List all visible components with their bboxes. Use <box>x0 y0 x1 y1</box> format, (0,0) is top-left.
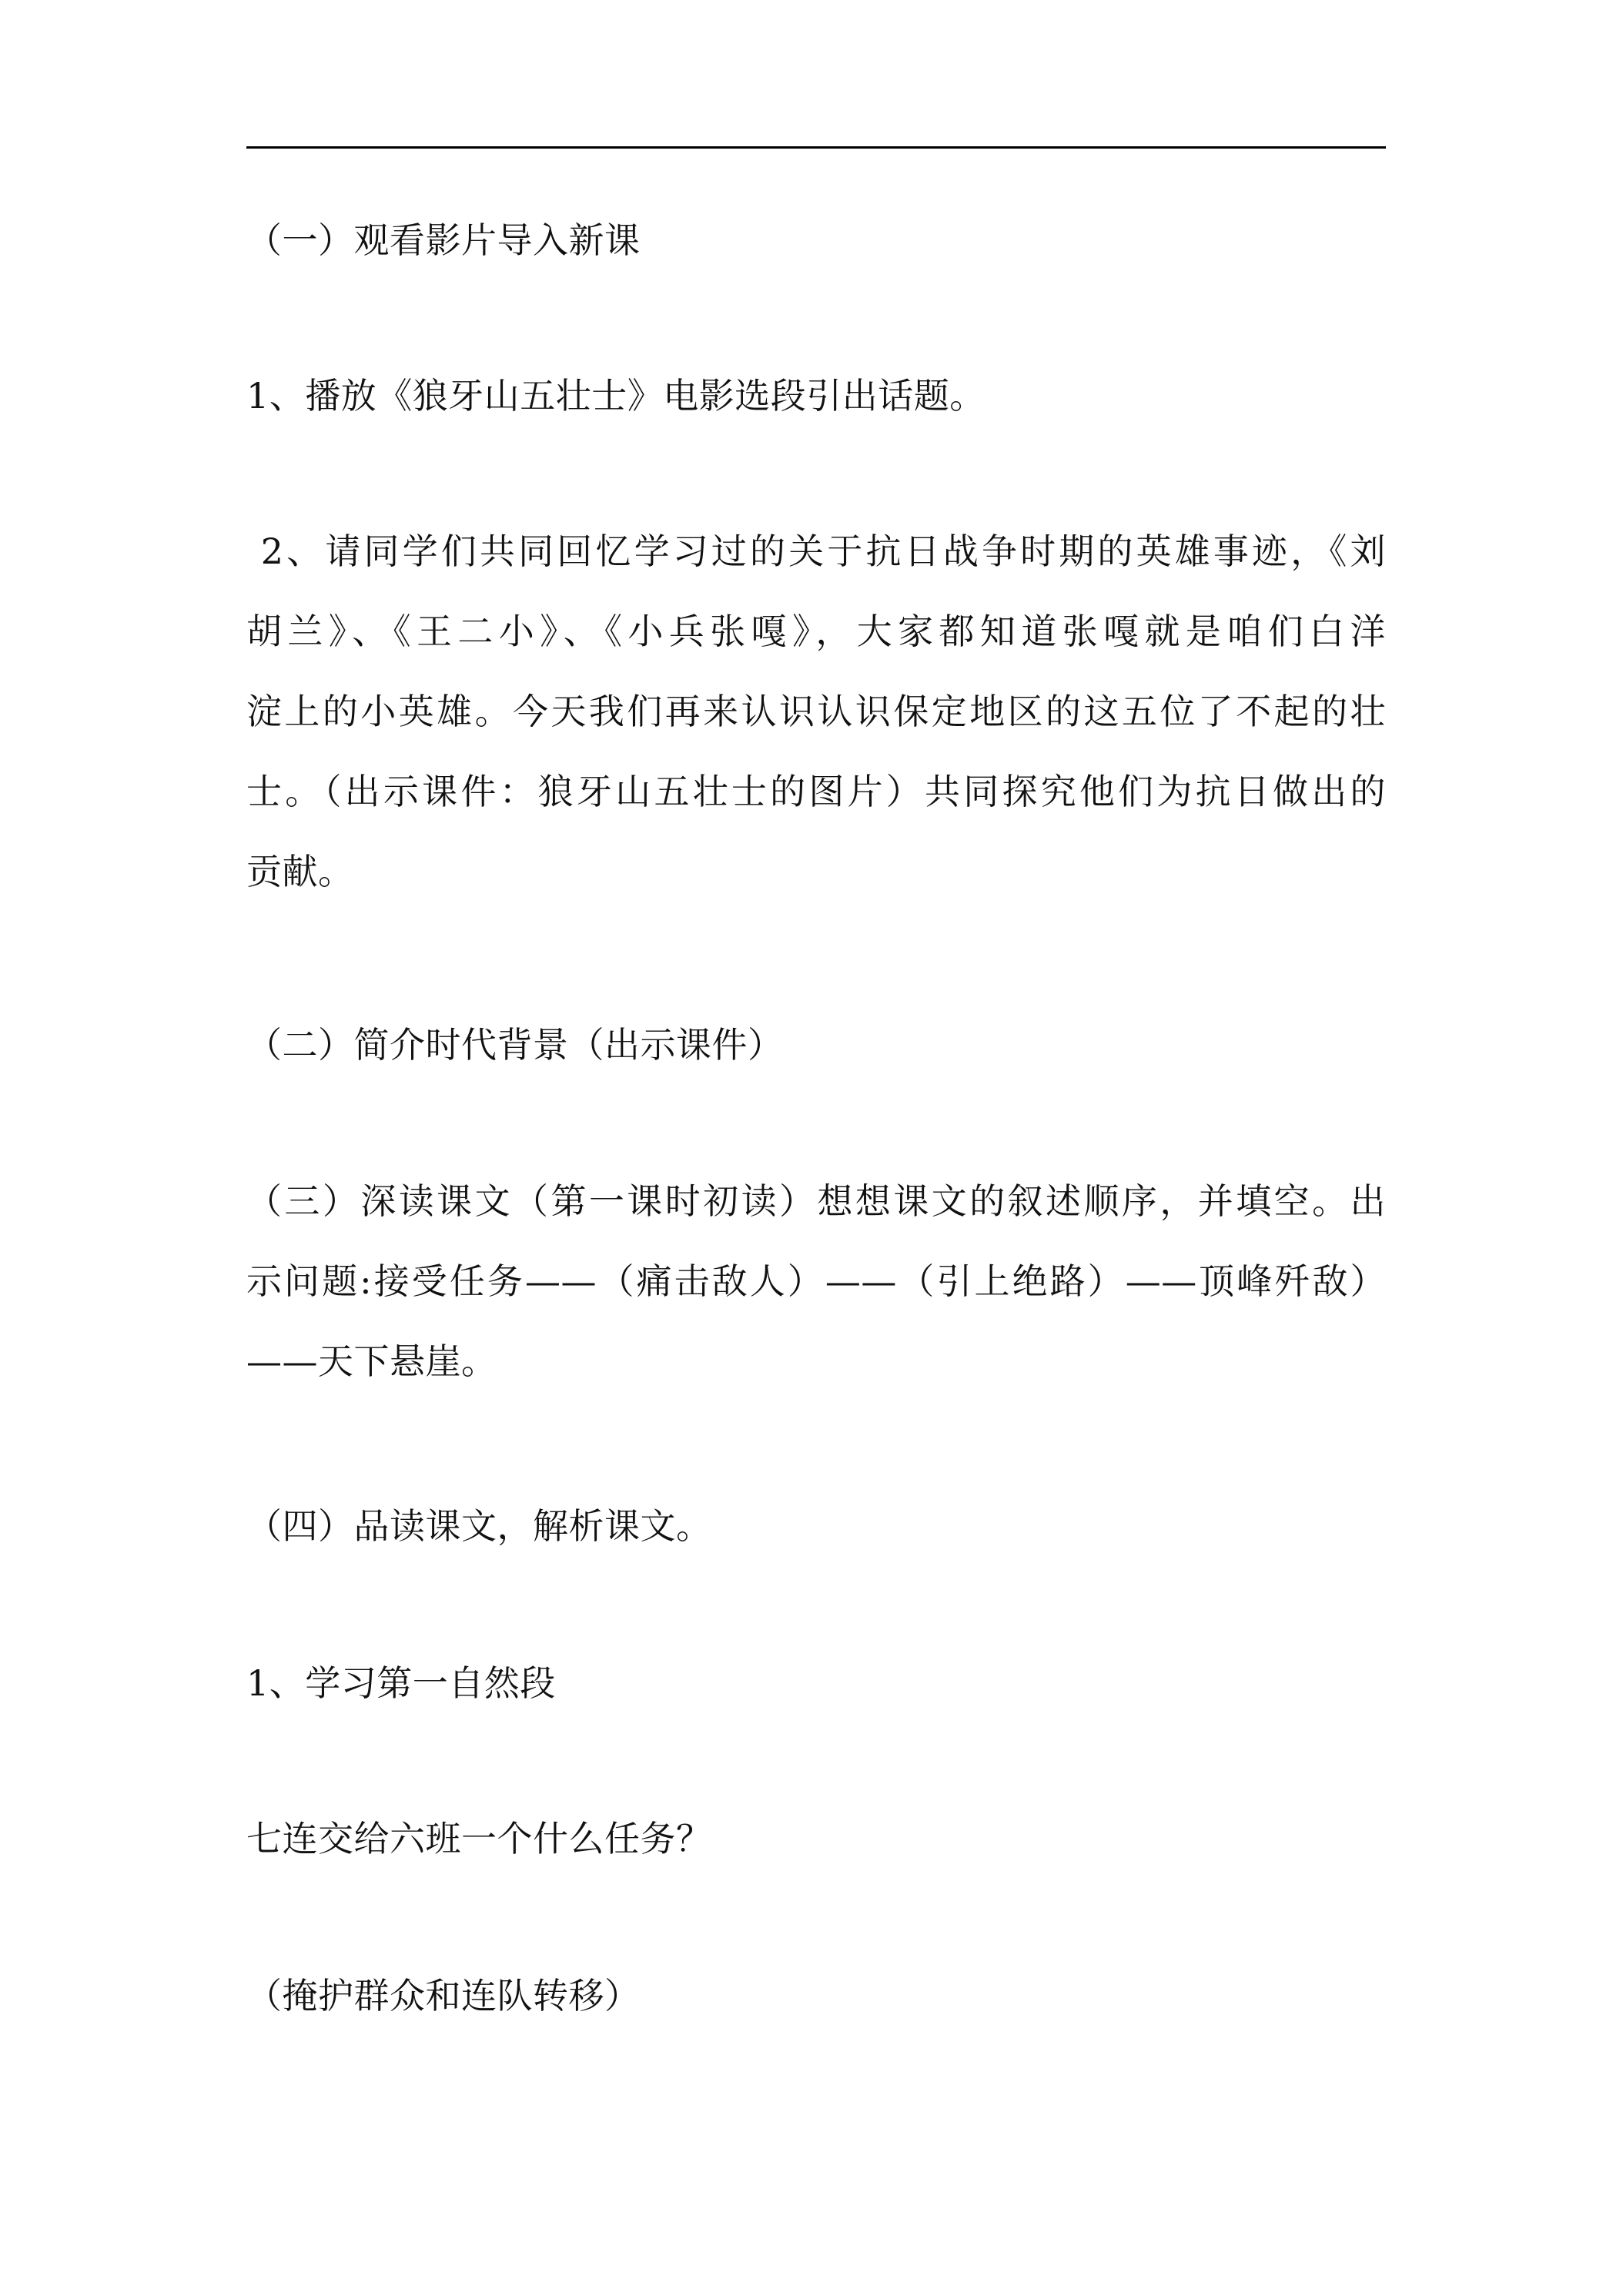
section-3-paragraph <box>246 1161 1386 1401</box>
paragraph-line: （三）深读课文（第一课时初读）想想课文的叙述顺序，并填空。出 <box>246 1180 1386 1222</box>
paragraph-line: 2、请同学们共同回忆学习过的关于抗日战争时期的英雄事迹，《刘 <box>246 530 1386 572</box>
item-1-1: 1、播放《狼牙山五壮士》电影选段引出话题。 <box>246 375 986 417</box>
paragraph-line: 示问题:接受任务——（痛击敌人）——（引上绝路）——顶峰歼敌） <box>246 1260 1386 1302</box>
paragraph-line: 士。（出示课件：狼牙山五壮士的图片）共同探究他们为抗日做出的 <box>246 771 1386 812</box>
answer-text: （掩护群众和连队转移） <box>246 1975 641 2017</box>
paragraph-line: 贡献。 <box>246 851 354 892</box>
paragraph-line: ——天下悬崖。 <box>246 1340 497 1382</box>
item-1-2-paragraph <box>246 511 1386 912</box>
paragraph-line: 淀上的小英雄。今天我们再来认识认识保定地区的这五位了不起的壮 <box>246 691 1386 732</box>
question-text: 七连交给六班一个什么任务？ <box>246 1818 712 1859</box>
section-2-heading: （二）简介时代背景（出示课件） <box>246 1024 784 1066</box>
section-1-heading: （一）观看影片导入新课 <box>246 219 641 261</box>
item-4-1: 1、学习第一自然段 <box>246 1662 556 1704</box>
header-rule <box>246 146 1386 149</box>
paragraph-line: 胡兰》、《王二小》、《小兵张嘎》，大家都知道张嘎就是咱们白洋 <box>246 611 1386 652</box>
section-4-heading: （四）品读课文，解析课文。 <box>246 1505 712 1547</box>
